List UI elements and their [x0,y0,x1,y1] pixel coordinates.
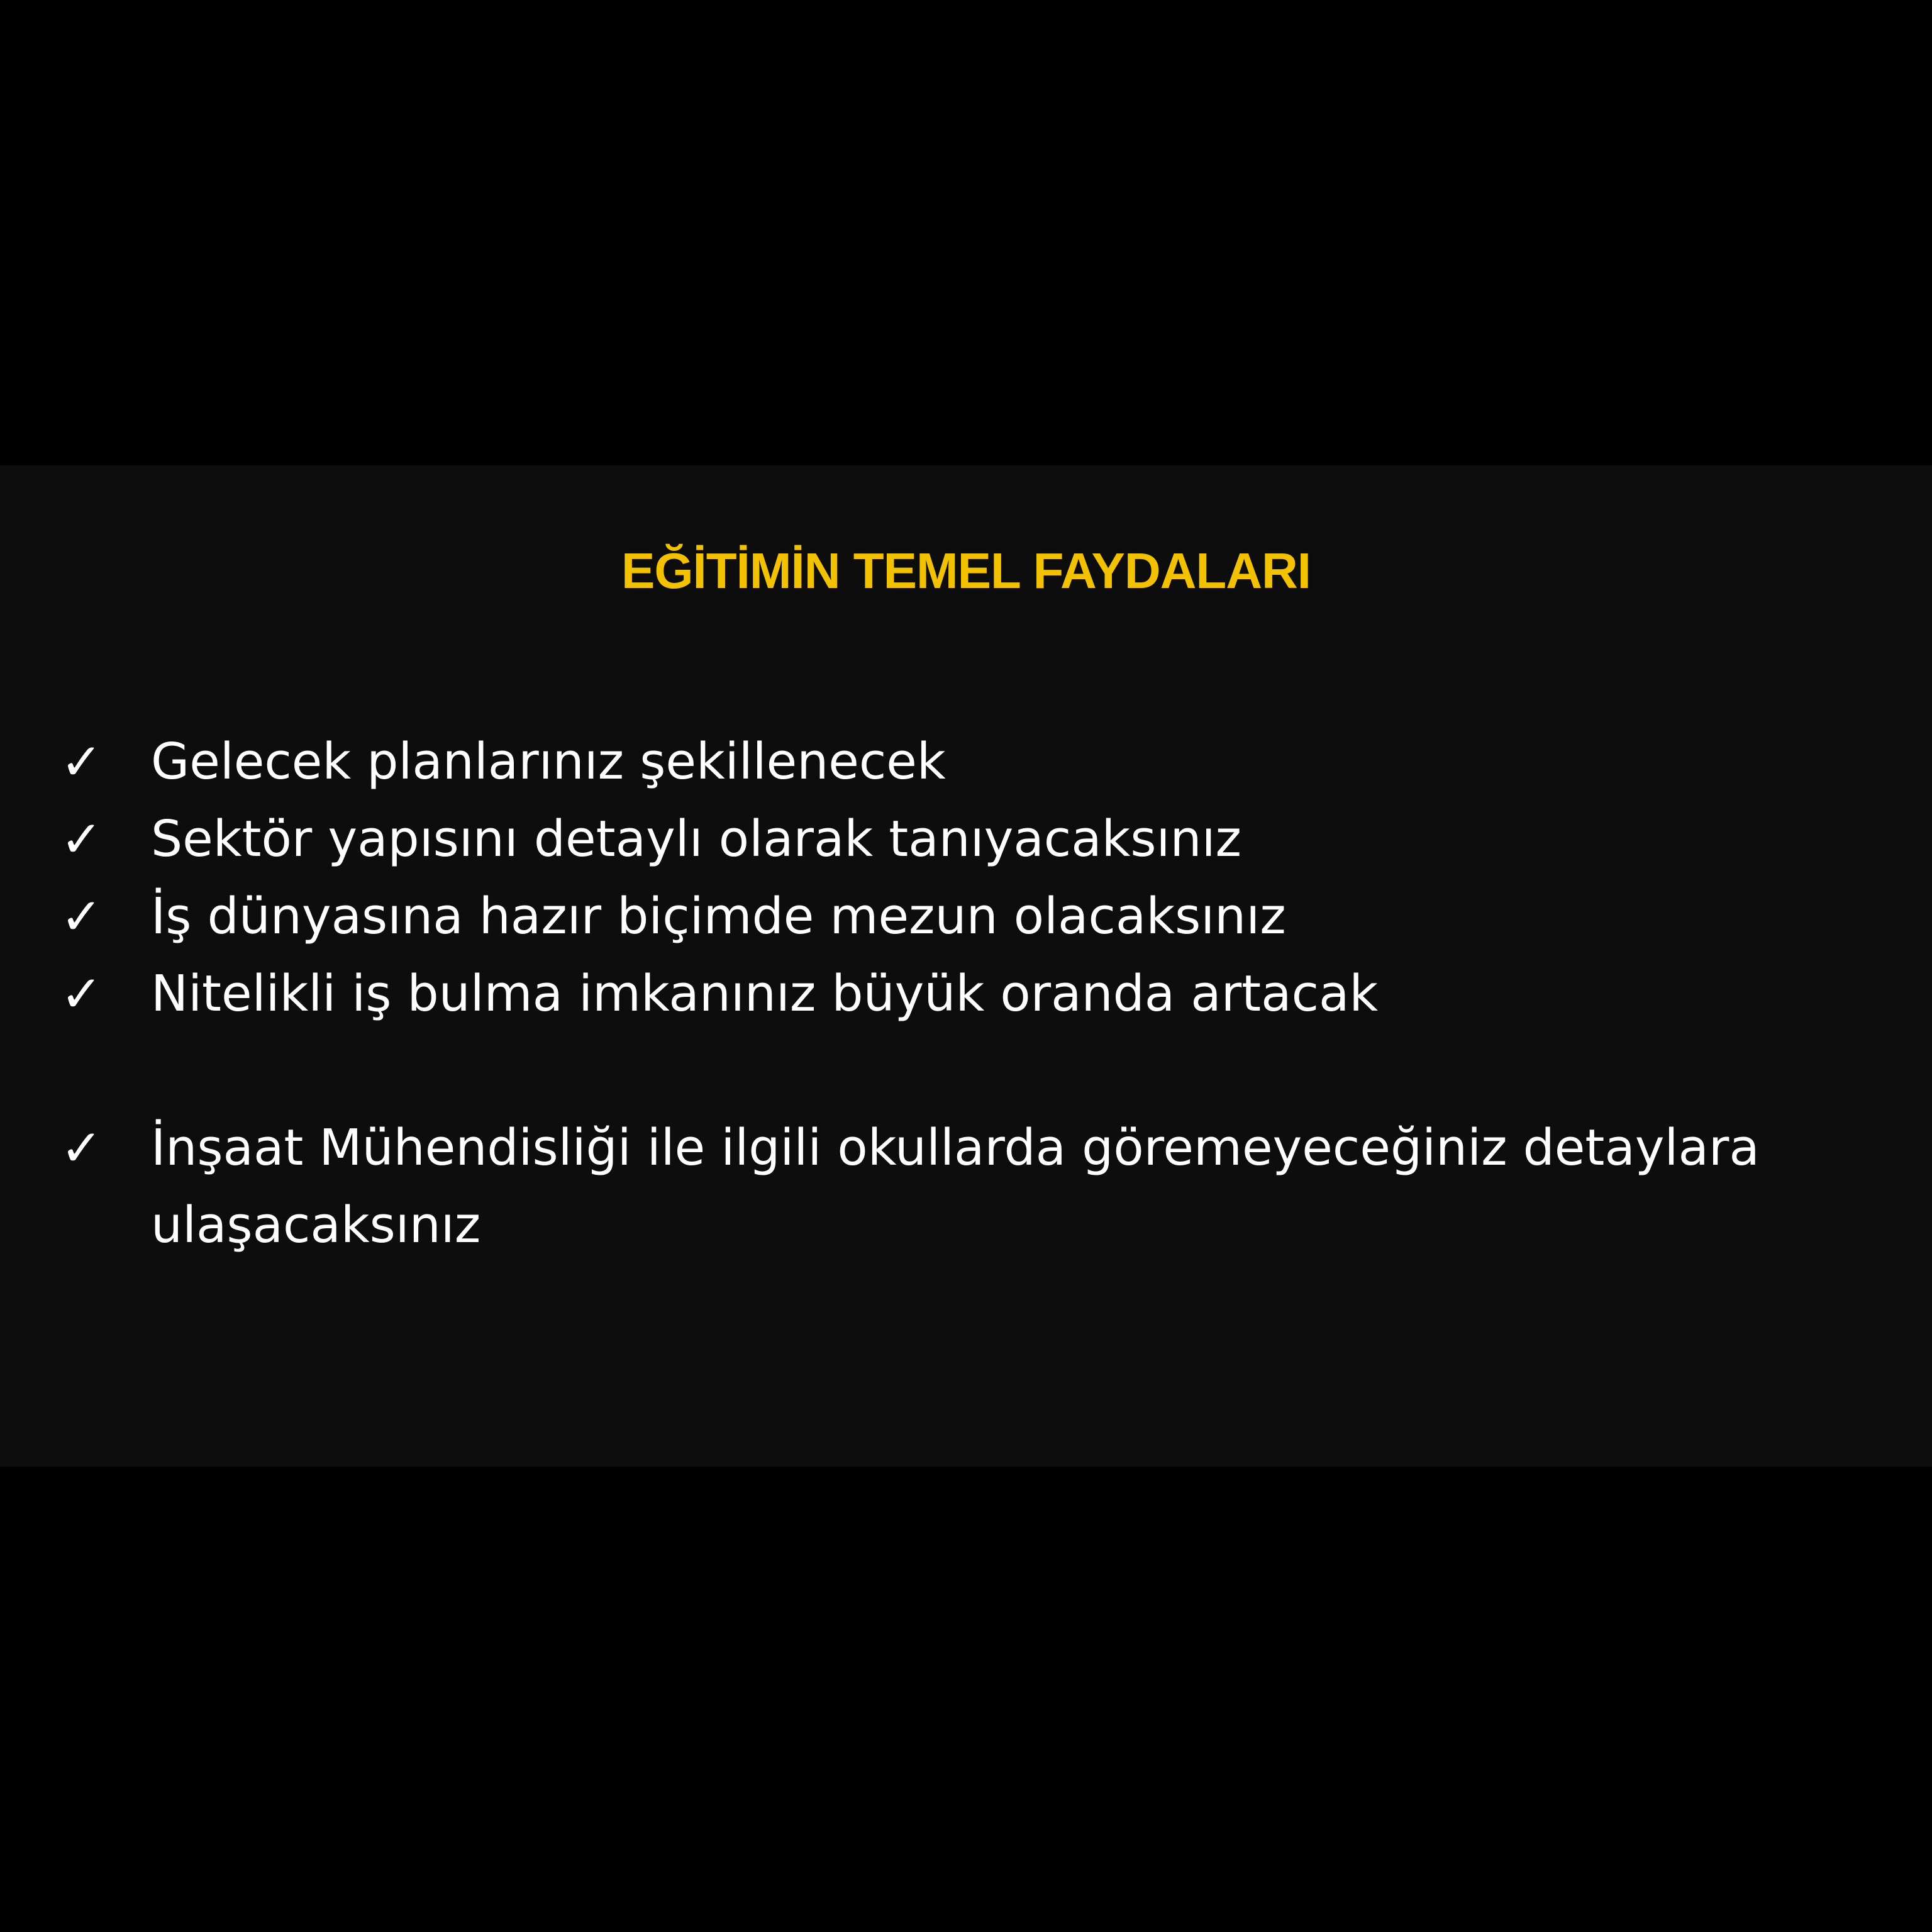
list-item-text: İş dünyasına hazır biçimde mezun olacaksınız [151,887,1286,945]
list-item-text: Nitelikli iş bulma imkanınız büyük oranda artacak [151,965,1379,1023]
check-mark-icon: ✓ [60,887,103,946]
list-item-text: İnşaat Mühendisliği ile ilgili okullarda göremeyeceğiniz detaylara ulaşacaksınız [151,1119,1760,1254]
check-mark-icon: ✓ [60,965,103,1023]
check-mark-icon: ✓ [60,810,103,869]
list-item-text: Gelecek planlarınız şekillenecek [151,733,946,791]
slide-title: EĞİTİMİN TEMEL FAYDALARI [621,543,1311,599]
check-mark-icon: ✓ [60,733,103,791]
check-mark-icon: ✓ [60,1119,103,1177]
slide-panel [0,465,1932,1467]
list-item-text: Sektör yapısını detaylı olarak tanıyacaksınız [151,810,1241,868]
